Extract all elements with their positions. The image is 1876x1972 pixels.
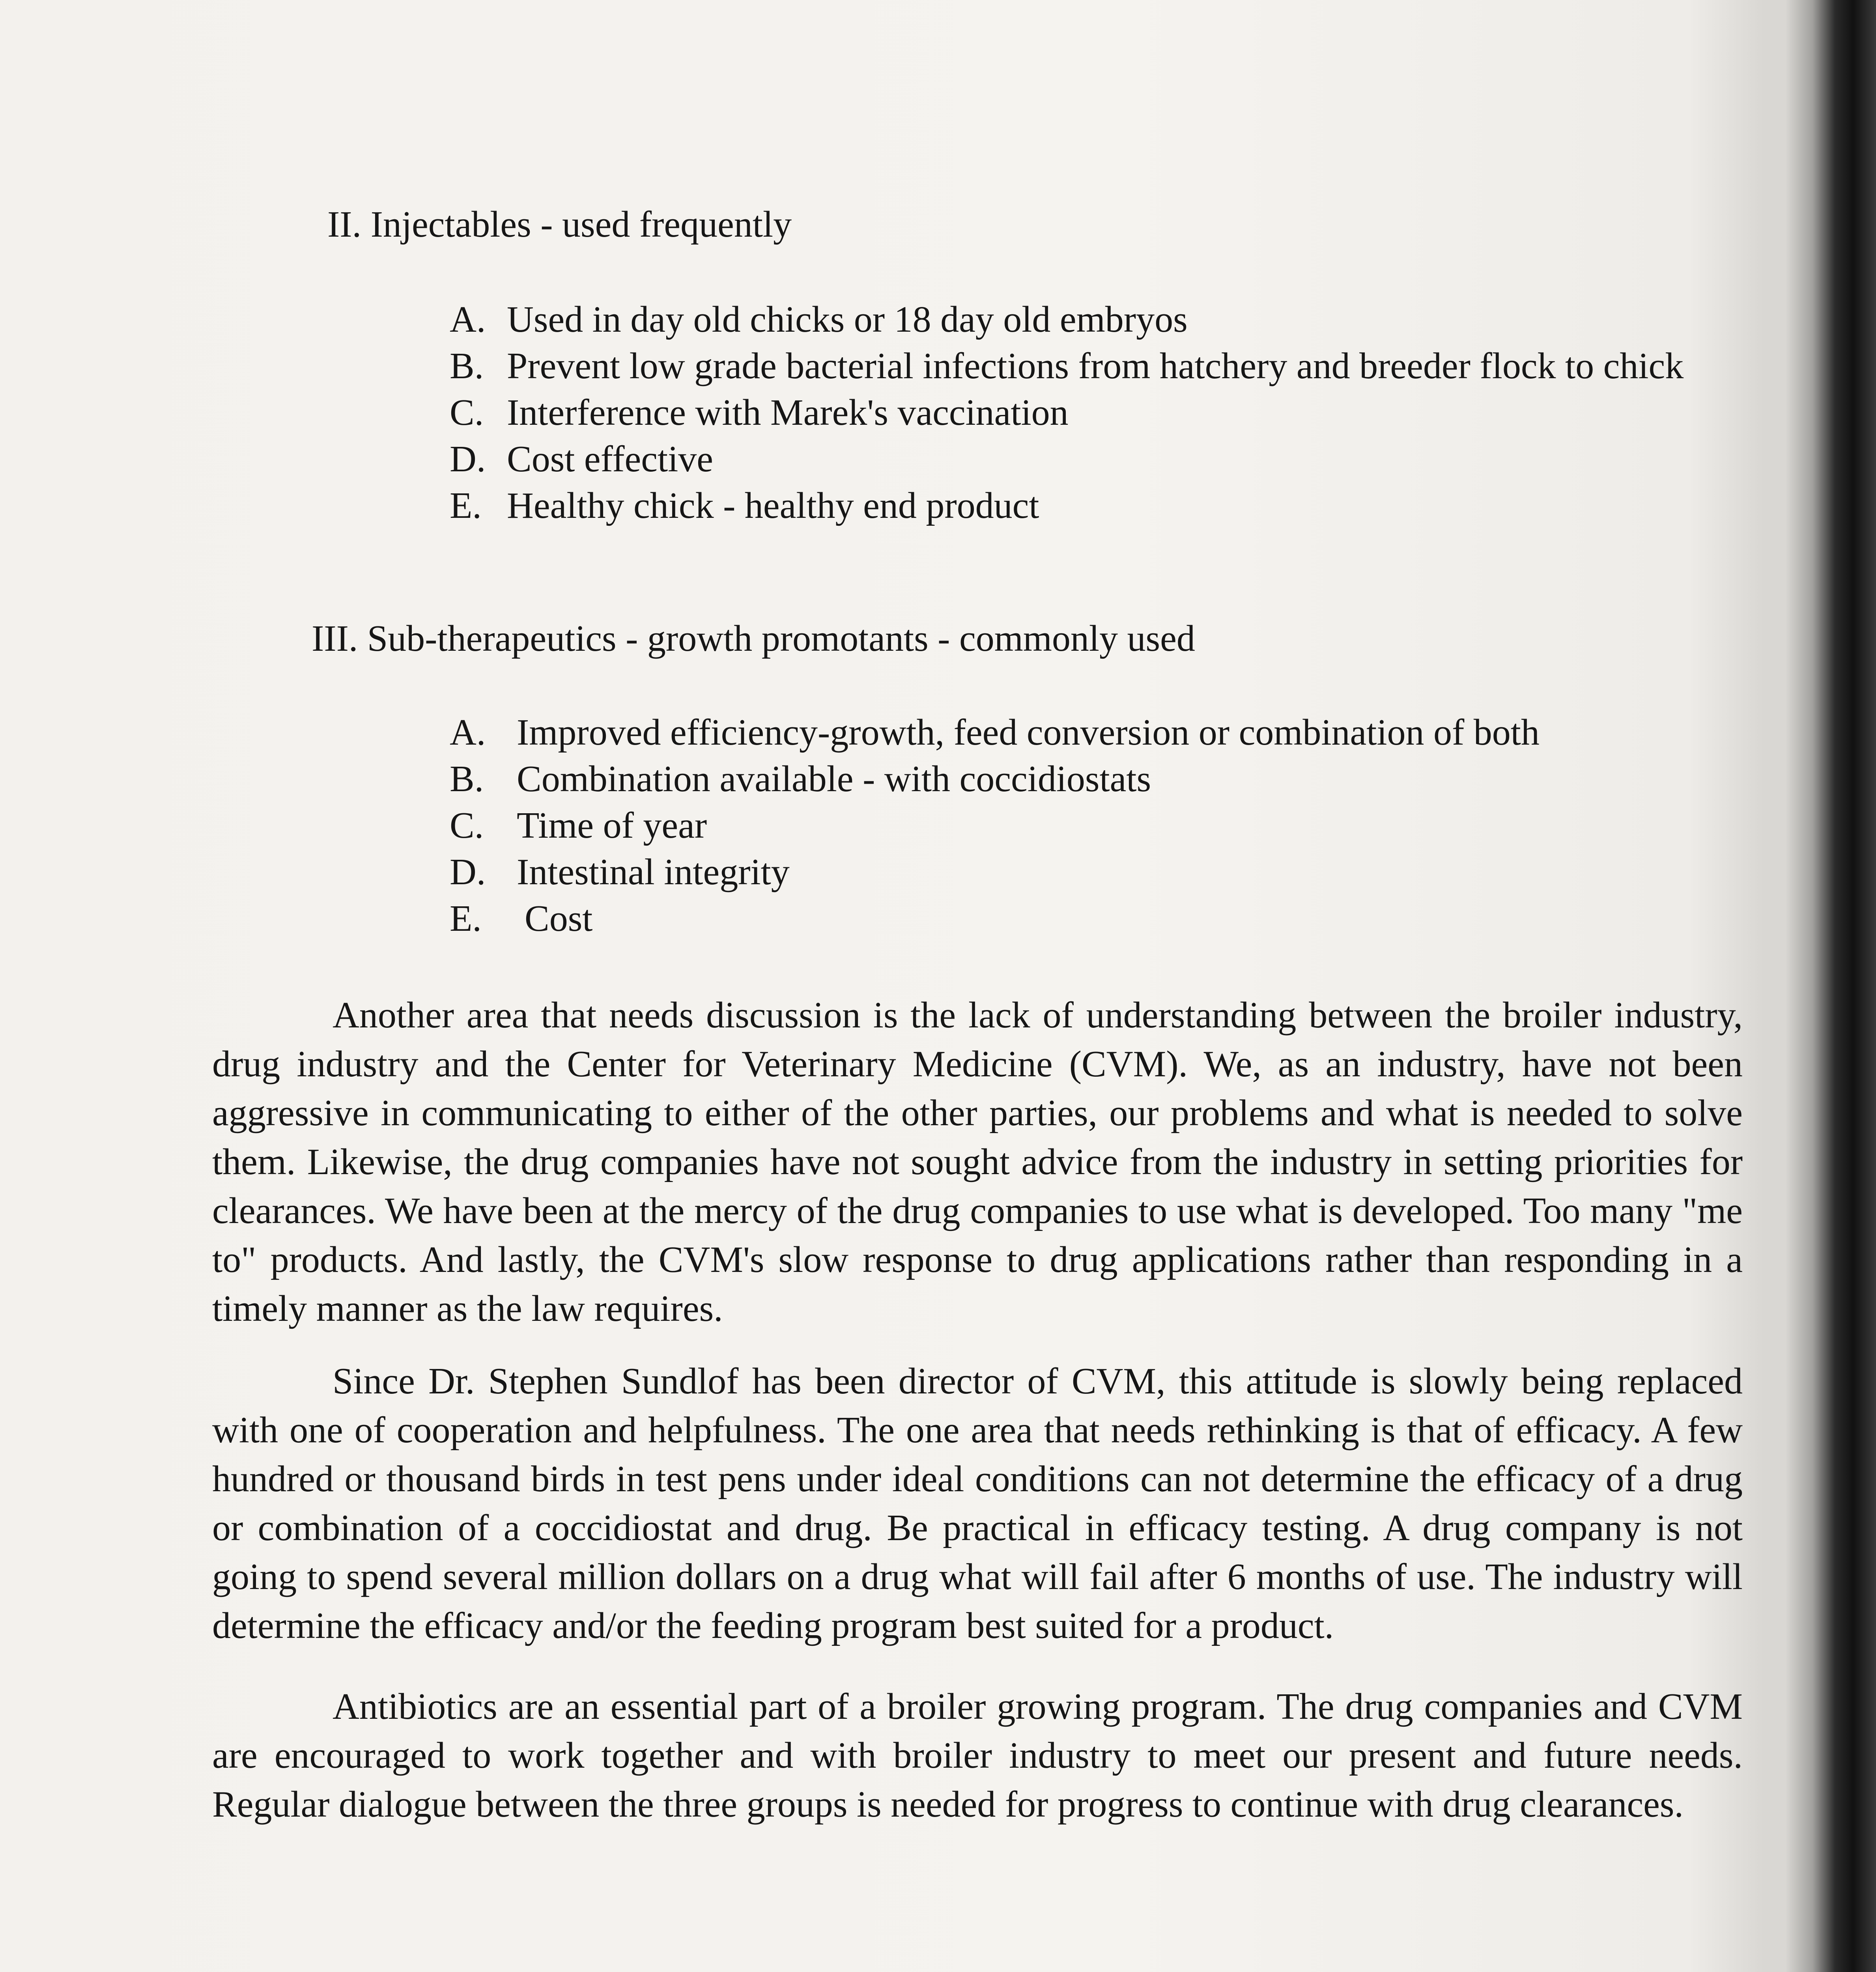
list-item-letter: A. <box>450 712 486 753</box>
paragraph-conclusion <box>212 1682 1743 1829</box>
paragraph-text: Since Dr. Stephen Sundlof has been director of CVM, this attitude is slowly being replaced with one of cooperation and helpfulness. The one area that needs rethinking is that of efficacy. A few hundred or thousand birds in test pens under ideal conditions can not determine the efficacy of a drug or combination of a coccidiostat and drug. Be practical in efficacy testing. A drug company is not going to spend several million dollars on a drug what will fail after 6 months of use. The industry will determine the efficacy and/or the feeding program best suited for a product. <box>212 1361 1743 1646</box>
paragraph-cvm-director <box>212 1357 1743 1650</box>
list-item-text: Improved efficiency-growth, feed conversion or combination of both <box>517 712 1540 753</box>
list-item-letter: D. <box>450 439 486 480</box>
list-item-letter: A. <box>450 299 486 340</box>
list-item-letter: D. <box>450 852 486 893</box>
paragraph-text: Another area that needs discussion is the lack of understanding between the broiler industry, drug industry and the Center for Veterinary Medicine (CVM). We, as an industry, have not been aggressive in communicating to either of the other parties, our problems and what is needed to solve them. Likewise, the drug companies have not sought advice from the industry in setting priorities for clearances. We have been at the mercy of the drug companies to use what is developed. Too many "me to" products. And lastly, the CVM's slow response to drug applications rather than responding in a timely manner as the law requires. <box>212 995 1743 1329</box>
paragraph-drug-industry <box>212 991 1743 1333</box>
list-item-letter: E. <box>450 898 482 939</box>
book-spine-shadow <box>1785 0 1876 1972</box>
list-item-text: Interference with Marek's vaccination <box>507 392 1069 433</box>
list-item-text: Intestinal integrity <box>517 852 790 893</box>
list-item-text: Time of year <box>517 805 707 846</box>
list-item-text: Used in day old chicks or 18 day old embryos <box>507 299 1188 340</box>
list-item-text: Cost <box>525 898 593 939</box>
list-item-letter: B. <box>450 345 484 387</box>
list-item-letter: C. <box>450 392 484 433</box>
list-item-text: Prevent low grade bacterial infections from hatchery and breeder flock to chick <box>507 345 1684 387</box>
list-item-letter: B. <box>450 758 484 799</box>
list-item-letter: E. <box>450 485 482 526</box>
paragraph-text: Antibiotics are an essential part of a broiler growing program. The drug companies and CVM are encouraged to work together and with broiler industry to meet our present and future needs. Regular dialogue between the three groups is needed for progress to continue with drug clearances. <box>212 1686 1743 1825</box>
section-three-heading: III. Sub-therapeutics - growth promotants - commonly used <box>312 618 1195 659</box>
section-two-heading: II. Injectables - used frequently <box>327 204 792 245</box>
list-item-text: Cost effective <box>507 439 713 480</box>
list-item-letter: C. <box>450 805 484 846</box>
list-item-text: Combination available - with coccidiostats <box>517 758 1151 799</box>
list-item-text: Healthy chick - healthy end product <box>507 485 1039 526</box>
